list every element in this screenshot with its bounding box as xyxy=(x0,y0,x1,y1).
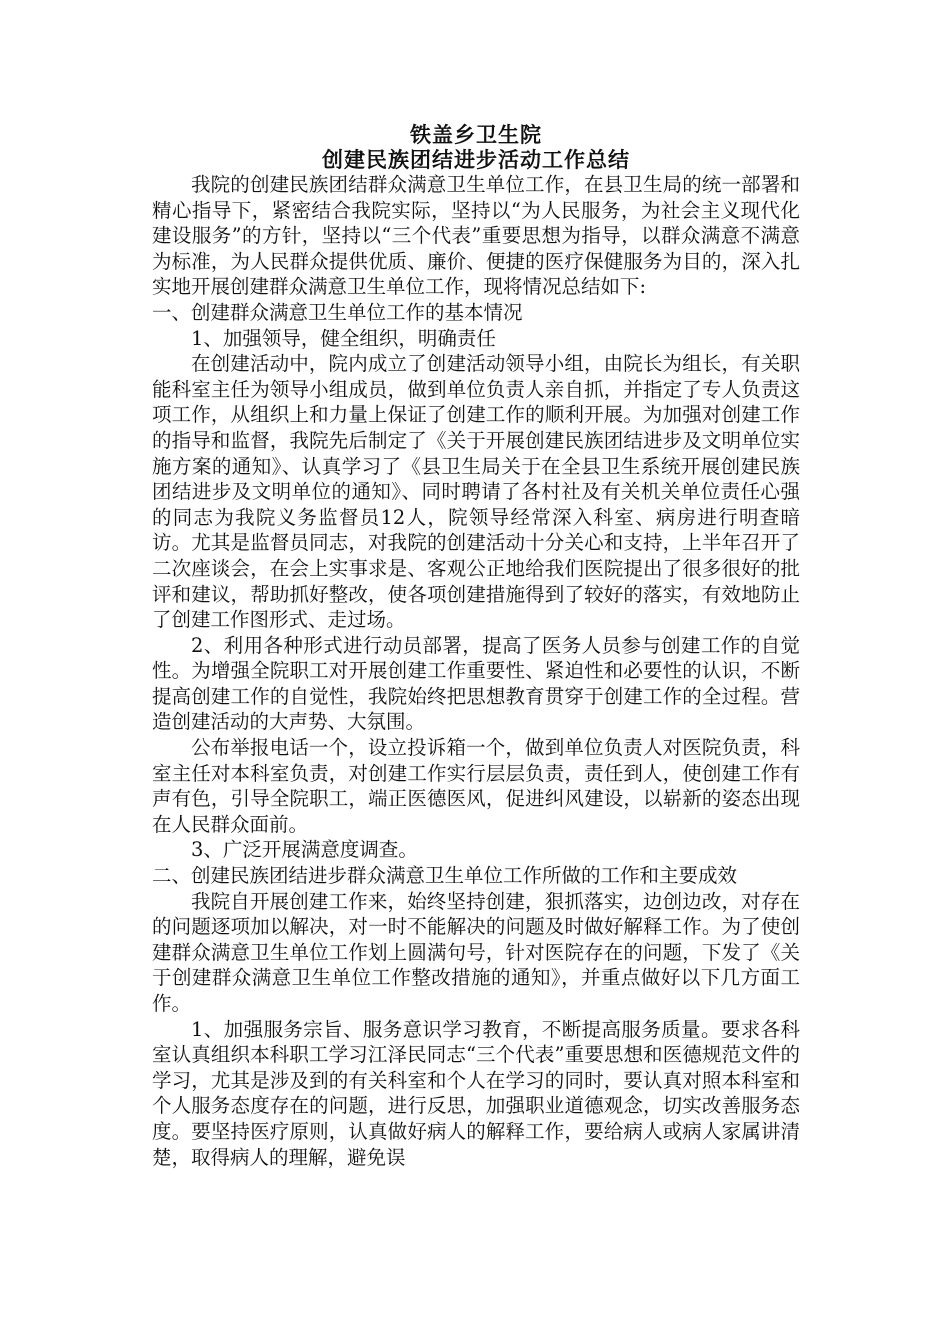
body-paragraph: 1、加强领导，健全组织，明确责任 xyxy=(191,326,496,350)
section-heading: 二、创建民族团结进步群众满意卫生单位工作所做的工作和主要成效 xyxy=(152,864,738,888)
body-paragraph: 我院的创建民族团结群众满意卫生单位工作，在县卫生局的统一部署和精心指导下，紧密结合我院实际，坚持以“为人民服务，为社会主义现代化建设服务”的方针，坚持以“三个代表”重要思想为指导，以群众满意不满意为标准，为人民群众提供优质、廉价、便捷的医疗保健服务为目的，深入扎实地开展创建群众满意卫生单位工作，现将情况总结如下: xyxy=(152,173,800,299)
body-paragraph: 我院自开展创建工作来，始终坚持创建，狠抓落实，边创边改，对存在的问题逐项加以解决，对一时不能解决的问题及时做好解释工作。为了使创建群众满意卫生单位工作划上圆满句号，针对医院存在的问题，下发了《关于创建群众满意卫生单位工作整改措施的通知》，并重点做好以下几方面工作。 xyxy=(152,889,800,1015)
document-title-line-2: 创建民族团结进步活动工作总结 xyxy=(322,147,630,172)
body-paragraph: 3、广泛开展满意度调查。 xyxy=(191,838,418,862)
body-paragraph: 公布举报电话一个，设立投诉箱一个，做到单位负责人对医院负责，科室主任对本科室负责，对创建工作实行层层负责，责任到人，使创建工作有声有色，引导全院职工，端正医德医风，促进纠风建设，以崭新的姿态出现在人民群众面前。 xyxy=(152,736,800,836)
section-heading: 一、创建群众满意卫生单位工作的基本情况 xyxy=(152,300,523,324)
body-paragraph: 2、利用各种形式进行动员部署，提高了医务人员参与创建工作的自觉性。为增强全院职工对开展创建工作重要性、紧迫性和必要性的认识，不断提高创建工作的自觉性，我院始终把思想教育贯穿于创建工作的全过程。营造创建活动的大声势、大氛围。 xyxy=(152,633,800,734)
document-body xyxy=(152,172,800,1170)
body-paragraph: 在创建活动中，院内成立了创建活动领导小组，由院长为组长，有关职能科室主任为领导小组成员，做到单位负责人亲自抓，并指定了专人负责这项工作，从组织上和力量上保证了创建工作的顺利开展。为加强对创建工作的指导和监督，我院先后制定了《关于开展创建民族团结进步及文明单位实施方案的通知》、认真学习了《县卫生局关于在全县卫生系统开展创建民族团结进步及文明单位的通知》、同时聘请了各村社及有关机关单位责任心强的同志为我院义务监督员12人，院领导经常深入科室、病房进行明查暗访。尤其是监督员同志，对我院的创建活动十分关心和支持，上半年召开了二次座谈会，在会上实事求是、客观公正地给我们医院提出了很多很好的批评和建议，帮助抓好整改，使各项创建措施得到了较好的落实，有效地防止了创建工作图形式、走过场。 xyxy=(152,352,800,632)
body-paragraph: 1、加强服务宗旨、服务意识学习教育，不断提高服务质量。要求各科室认真组织本科职工学习江泽民同志“三个代表”重要思想和医德规范文件的学习，尤其是涉及到的有关科室和个人在学习的同时，要认真对照本科室和个人服务态度存在的问题，进行反思，加强职业道德观念，切实改善服务态度。要坚持医疗原则，认真做好病人的解释工作，要给病人或病人家属讲清楚，取得病人的理解，避免误 xyxy=(152,1017,800,1169)
document-title-line-1: 铁盖乡卫生院 xyxy=(410,122,542,147)
document-page xyxy=(152,122,800,1170)
